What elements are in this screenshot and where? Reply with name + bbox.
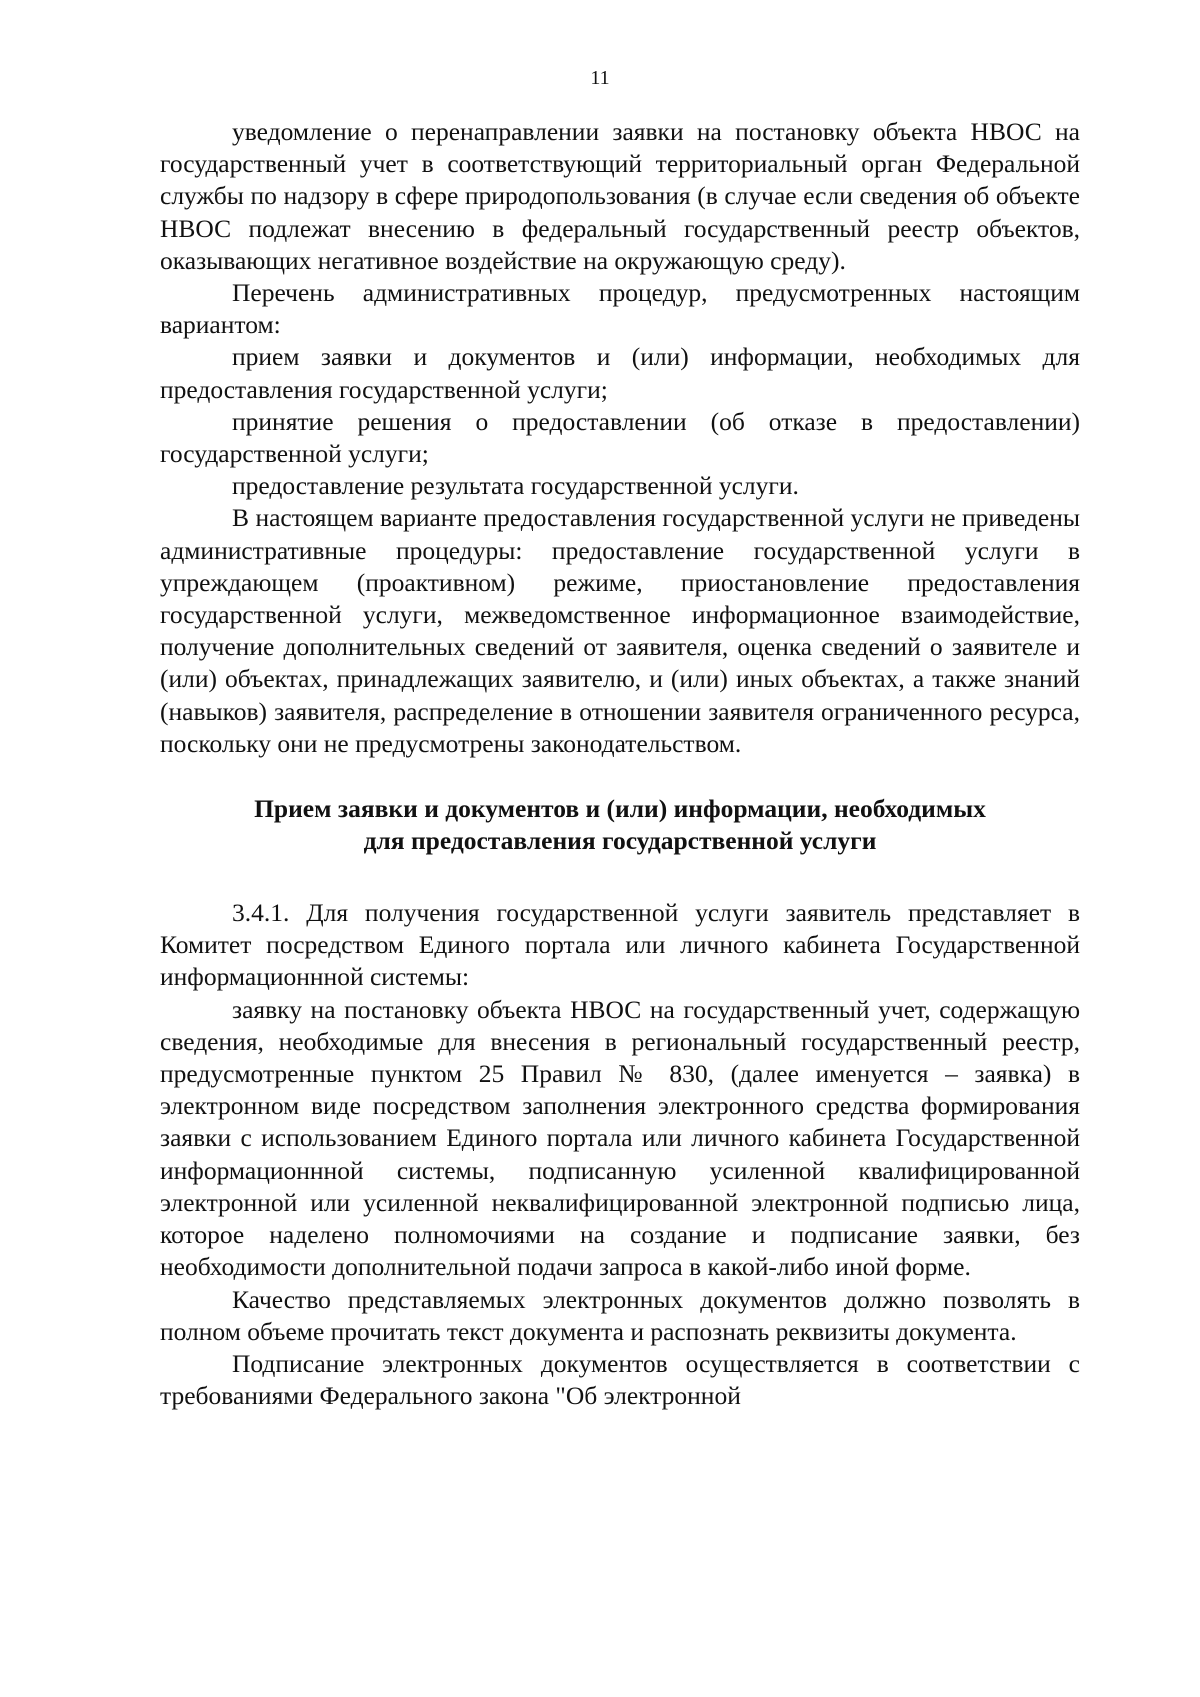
paragraph-procedure-reception: прием заявки и документов и (или) информации, необходимых для предоставления государственной услуги; [160, 342, 1080, 404]
paragraph-3-4-1: 3.4.1. Для получения государственной услуги заявитель представляет в Комитет посредством Единого портала или личного кабинета Государственной информационнной системы: [160, 898, 1080, 992]
paragraph-procedure-result: предоставление результата государственной услуги. [232, 471, 799, 501]
paragraph-notification: уведомление о перенаправлении заявки на постановку объекта НВОС на государственный учет в соответствующий территориальный орган Федеральной службы по надзору в сфере природопользования (в случае если сведения об объекте НВОС подлежат внесению в федеральный государственный реестр объектов, оказывающих негативное воздействие на окружающую среду). [160, 117, 1080, 275]
section-heading [160, 793, 1080, 857]
section-heading-line-1: Прием заявки и документов и (или) информации, необходимых [254, 794, 986, 824]
paragraph-application-details: заявку на постановку объекта НВОС на государственный учет, содержащую сведения, необходимые для внесения в региональный государственный реестр, предусмотренные пунктом 25 Правил № 830, (далее именуется – заявка) в электронном виде посредством заполнения электронного средства формирования заявки с использованием Единого портала или личного кабинета Государственной информационнной системы, подписанную усиленной квалифицированной электронной или усиленной неквалифицированной электронной подписью лица, которое наделено полномочиями на создание и подписание заявки, без необходимости дополнительной подачи запроса в какой-либо иной форме. [160, 994, 1080, 1282]
section-heading-line-2: для предоставления государственной услуги [363, 826, 877, 856]
document-body [160, 116, 1080, 1412]
paragraph-document-quality: Качество представляемых электронных документов должно позволять в полном объеме прочитать текст документа и распознать реквизиты документа. [160, 1284, 1080, 1346]
paragraph-procedures-intro: Перечень административных процедур, предусмотренных настоящим вариантом: [160, 278, 1080, 340]
paragraph-excluded-procedures: В настоящем варианте предоставления государственной услуги не приведены административные процедуры: предоставление государственной услуги в упреждающем (проактивном) режиме, приостановление предоставления государственной услуги, межведомственное информационное взаимодействие, получение дополнительных сведений от заявителя, оценка сведений о заявителе и (или) объектах, принадлежащих заявителю, и (или) иных объектах, а также знаний (навыков) заявителя, распределение в отношении заявителя ограниченного ресурса, поскольку они не предусмотрены законодательством. [160, 503, 1080, 758]
page-number: 11 [590, 67, 610, 89]
paragraph-signing: Подписание электронных документов осуществляется в соответствии с требованиями Федерального закона "Об электронной [160, 1348, 1080, 1411]
paragraph-procedure-decision: принятие решения о предоставлении (об отказе в предоставлении) государственной услуги; [160, 406, 1080, 469]
